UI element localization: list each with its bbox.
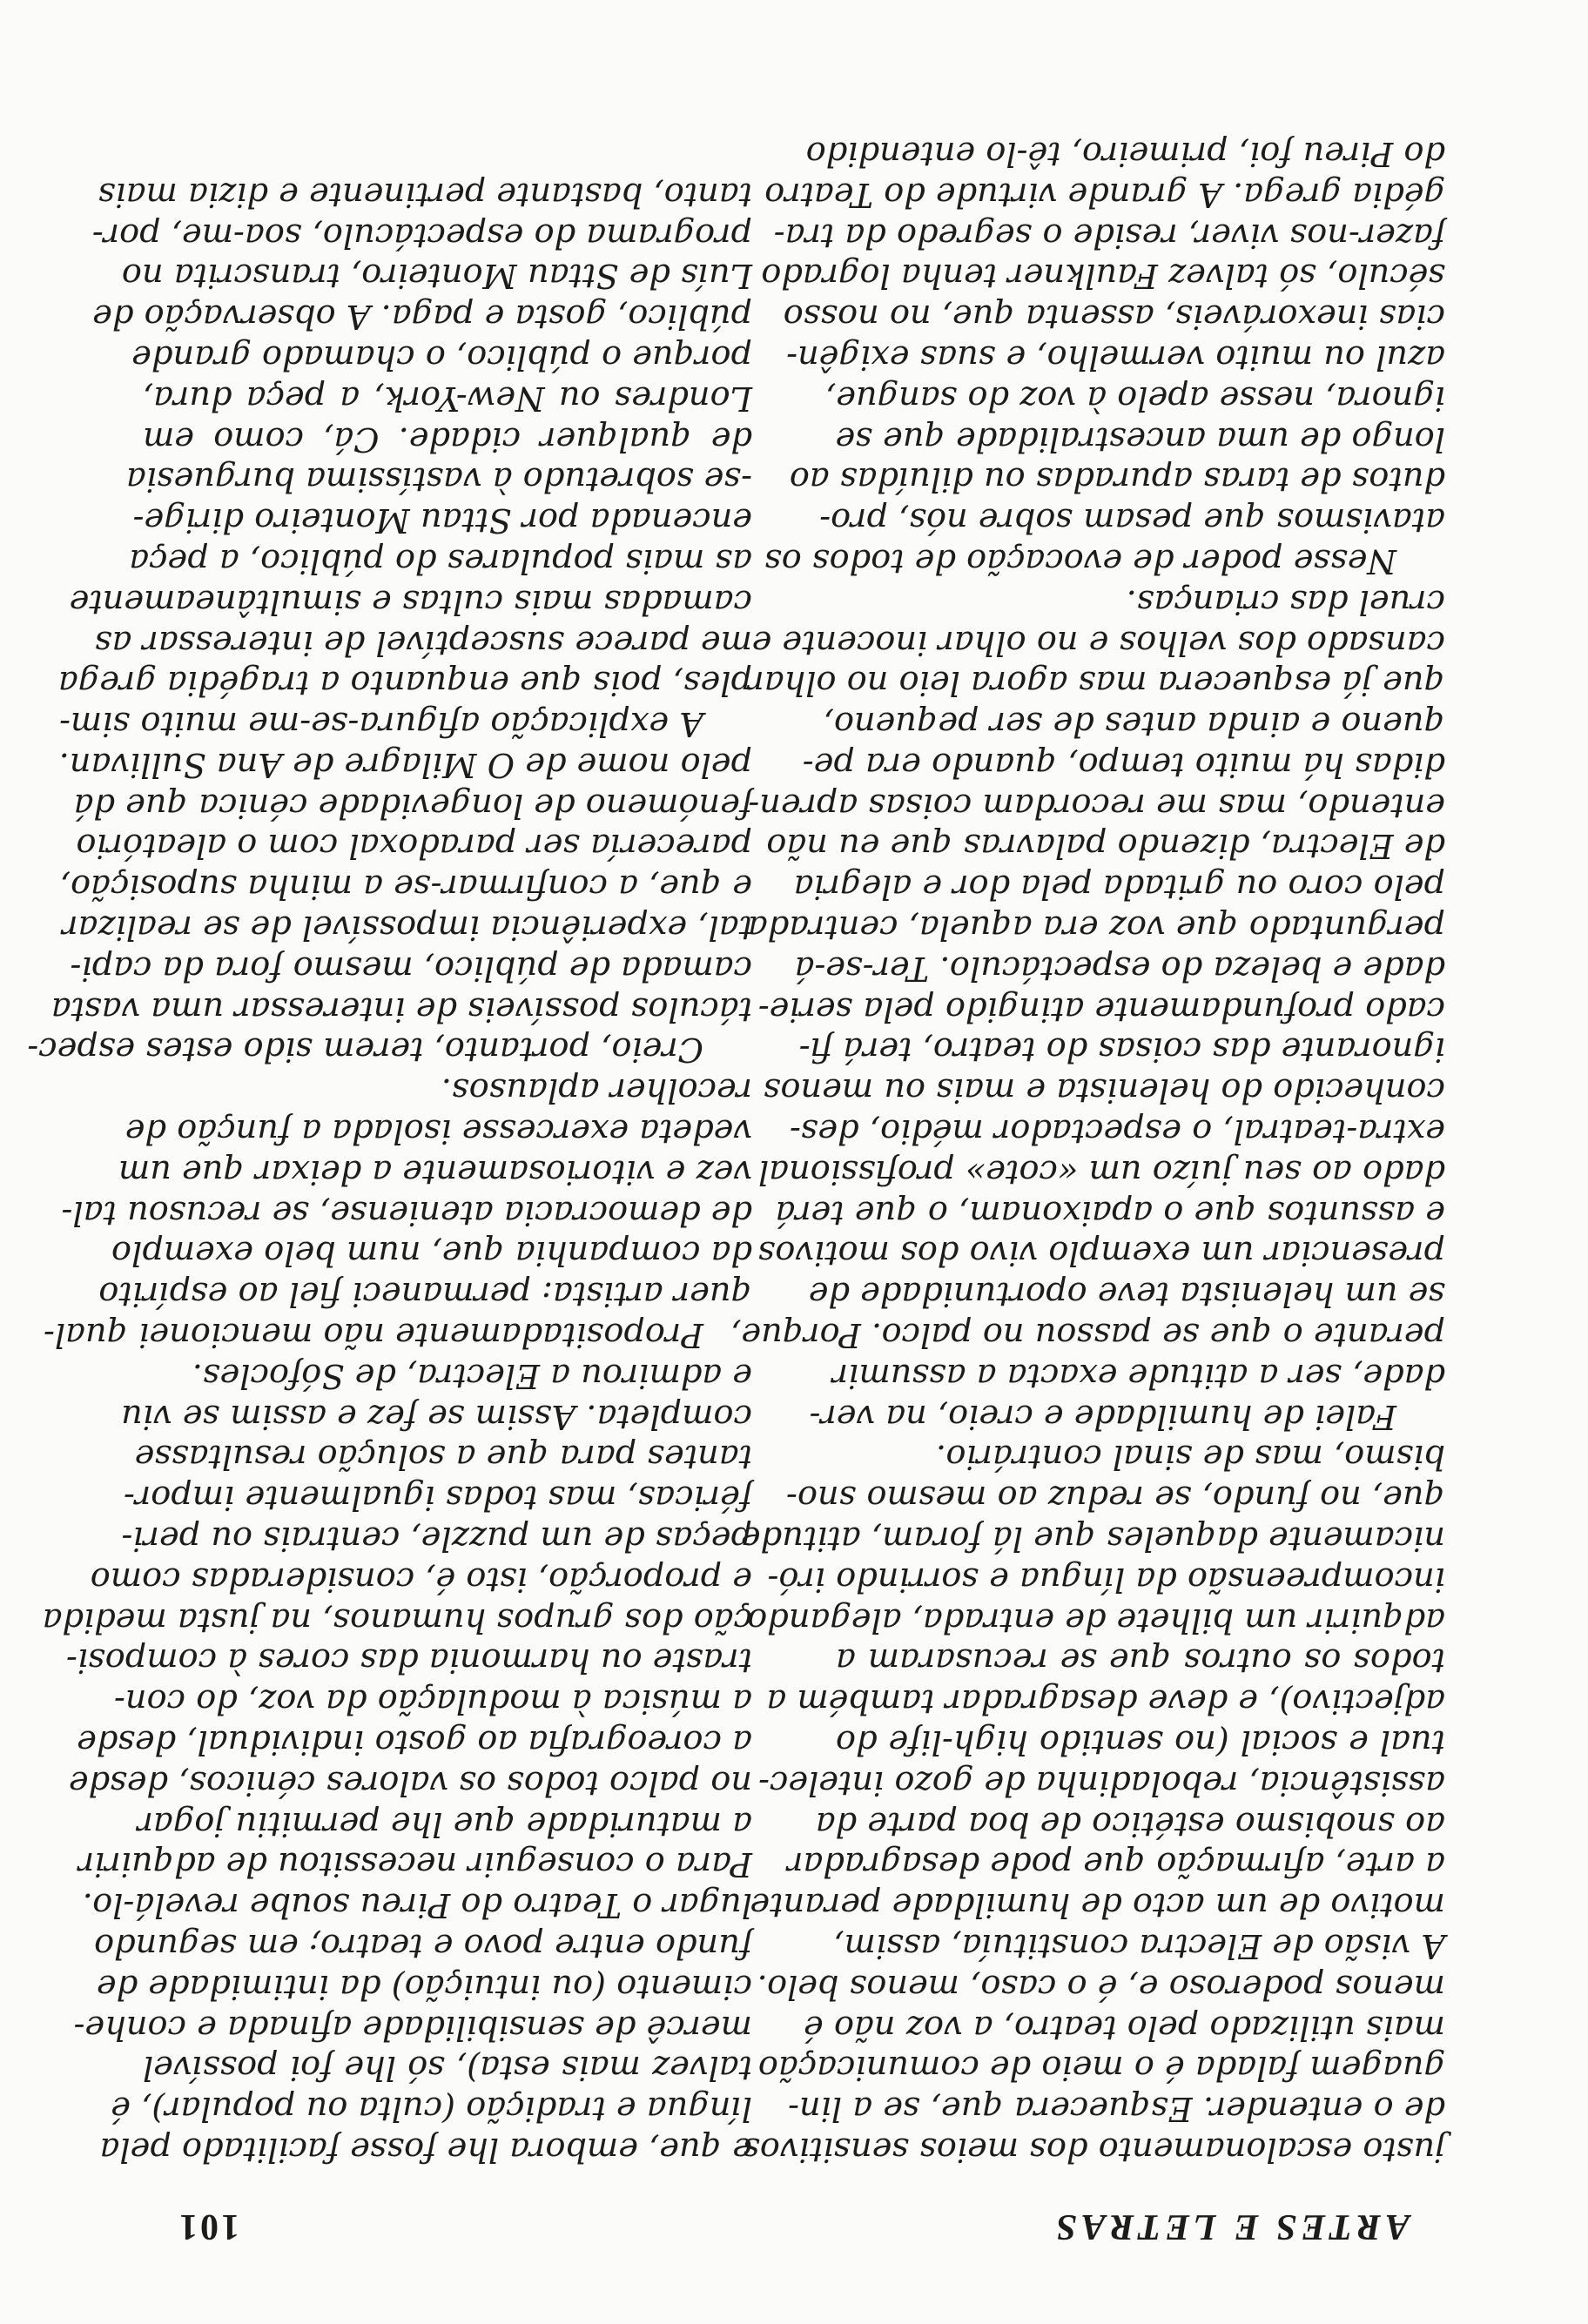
text-line: camada de público, mesmo fora da capi- (70, 948, 752, 988)
text-line: a coreografia ao gosto individual, desde (77, 1723, 752, 1763)
text-line: cado profundamente atingido pela serie- (757, 989, 1445, 1029)
text-line: lugar o Teatro do Pireu soube revelá-lo. (82, 1885, 752, 1925)
text-line: todos os outros que se recusaram a (836, 1641, 1445, 1681)
text-line: da companhia que, num belo exemplo (111, 1233, 752, 1273)
text-line: no palco todos os valores cénicos, desde (68, 1763, 752, 1803)
text-line: atavismos que pesam sobre nós, pro- (819, 500, 1445, 541)
text-line: entendo, mas me recordam coisas apren- (748, 785, 1445, 825)
text-line: as mais populares do público, a peça (129, 541, 752, 581)
text-line: perante o que se passou no palco. Porque, (730, 1315, 1445, 1355)
text-line: que já esquecera mas agora leio no olhar (748, 663, 1445, 703)
running-head-title: ARTES E LETRAS (1052, 2206, 1410, 2247)
text-line: do Pireu foi, primeiro, tê-lo entendido (805, 133, 1445, 173)
text-line: táculos possíveis de interessar uma vasta (50, 989, 752, 1029)
text-line: de o entender. Esquecera que, se a lin- (788, 2089, 1445, 2129)
text-line: peças de um puzzle, centrais ou peri- (121, 1519, 752, 1559)
text-line: fenómeno de longevidade cénica que dá (73, 785, 752, 825)
text-line: dade e beleza do espectáculo. Ter-se-á (794, 948, 1445, 988)
text-line: cias inexoráveis, assenta que, no nosso (783, 297, 1445, 337)
text-line: justo escalonamento dos meios sensitivos (743, 2130, 1445, 2169)
text-line: e admirou a Electra, de Sófocles. (192, 1355, 752, 1395)
text-line: camadas mais cultas e simultâneamente (69, 581, 752, 621)
text-line: e que, embora lhe fosse facilitado pela (99, 2130, 752, 2169)
text-line: perguntado que voz era aquela, centrada (747, 908, 1445, 948)
text-line: conhecido do helenista e mais ou menos (763, 1071, 1445, 1111)
text-column-left (730, 132, 1445, 2169)
text-line: Creio, portanto, terem sido estes espec- (27, 1030, 703, 1070)
text-line: e que, a confirmar-se a minha suposição, (59, 867, 752, 907)
text-line: queno e ainda antes de ser pequeno, (823, 704, 1445, 744)
text-line: a arte, afirmação que pode desagradar (787, 1844, 1445, 1884)
text-line: cansado dos velhos e no olhar inocente e (751, 622, 1445, 662)
text-line: de Electra, dizendo palavras que eu não (766, 826, 1445, 866)
text-line: mercê de sensibilidade afinada e conhe- (73, 2007, 752, 2047)
text-line: programa do espectáculo, soa-me, por- (91, 215, 752, 255)
text-line: século, só talvez Faulkner tenha logrado (761, 256, 1445, 296)
text-line: presenciar um exemplo vivo dos motivos (757, 1233, 1445, 1273)
text-line: vez e vitoriosamente a deixar que um (118, 1152, 752, 1192)
text-line: a música à modulação da voz, do con- (113, 1682, 752, 1722)
text-line: féricas, mas todas igualmente impor- (123, 1478, 752, 1518)
text-line: bismo, mas de sinal contrário. (935, 1437, 1445, 1477)
text-line: língua e tradição (culta ou popular), é (111, 2089, 752, 2129)
text-line: Nesse poder de evocação de todos os (764, 541, 1396, 581)
text-line: tal, experiência impossível de se realizar (62, 908, 752, 948)
text-line: e assuntos que o apaixonam, o que terá (775, 1192, 1445, 1233)
text-line: dado ao seu juízo um «cote» profissional (757, 1152, 1445, 1192)
page-number: 101 (177, 2206, 239, 2247)
text-line: de qualquer cidade. Cá, como em (143, 419, 752, 459)
text-line: parecería ser paradoxal com o aleatório (76, 826, 752, 866)
text-line: ção dos grupos humanos, na justa medida (42, 1600, 752, 1640)
text-line: motivo de um acto de humildade perante (750, 1885, 1445, 1925)
text-line: recolher aplausos. (441, 1071, 752, 1111)
text-column-right (27, 173, 752, 2169)
text-line: cruel das crianças. (1126, 581, 1445, 621)
text-line: de democracia ateniense, se recusou tal- (61, 1192, 752, 1233)
text-line: extra-teatral, o espectador médio, des- (789, 1112, 1445, 1152)
text-line: guagem falada é o meio de comunicação (757, 2048, 1445, 2088)
text-line: incompreensão da língua e sorrindo iró- (767, 1559, 1445, 1599)
text-line: quer artista: permaneci fiel ao espírito (98, 1274, 752, 1314)
text-line: se um helenista teve oportunidade de (808, 1274, 1445, 1314)
text-line: Falei de humildade e creio, na ver- (809, 1396, 1396, 1436)
text-line: dutos de taras apuradas ou diluídas ao (789, 460, 1445, 500)
text-line: completa. Assim se fez e assim se viu (121, 1396, 752, 1436)
text-line: fazer-nos viver, reside o segredo da tra- (773, 215, 1445, 255)
text-line: gédia grega. A grande virtude do Teatro (764, 174, 1445, 214)
text-line: fundo entre povo e teatro; em segundo (94, 1926, 752, 1966)
text-line: talvez mais esta), só lhe foi possível (143, 2048, 752, 2088)
text-line: encenada por Sttau Monteiro dirige- (132, 500, 752, 541)
text-line: adquirir um bilhete de entrada, alegando (747, 1600, 1445, 1640)
text-line: me parece susceptível de interessar as (94, 622, 752, 662)
text-line: tanto, bastante pertinente e dizia mais (98, 174, 752, 214)
text-line: a maturidade que lhe permitiu jogar (137, 1803, 752, 1844)
text-line: vedeta exercesse isolada a função de (124, 1112, 752, 1152)
text-line: Londres ou New-York, a peça dura, (143, 378, 752, 418)
text-line: cimento (ou intuição) da intimidade de (97, 1966, 752, 2006)
text-line: porque o público, o chamado grande (131, 337, 752, 377)
text-line: A visão de Electra constituía, assim, (833, 1926, 1445, 1966)
text-line: didas há muito tempo, quando era pe- (802, 744, 1445, 784)
text-line: nicamente daqueles que lá foram, atitude (740, 1519, 1445, 1559)
text-line: A explicação afigura-se-me muito sim- (59, 704, 703, 744)
text-line: assistência, reboladinha de gozo intelec- (758, 1763, 1445, 1803)
text-line: -se sobretudo à vastíssima burguesia (125, 460, 752, 500)
text-line: tantes para que a solução resultasse (134, 1437, 752, 1477)
text-line: longo de uma ancestralidade que se (835, 419, 1445, 459)
text-line: dade, ser a atitude exacta a assumir (831, 1355, 1445, 1395)
text-line: que, no fundo, se reduz ao mesmo sno- (785, 1478, 1445, 1518)
text-line: ignora, nesse apelo à voz do sangue, (825, 378, 1445, 418)
text-line: pelo nome de O Milagre de Ana Sullivan. (58, 744, 752, 784)
text-line: Para o conseguir necessitou de adquirir (77, 1844, 752, 1884)
text-line: azul ou muito vermelho, e suas exigên- (786, 337, 1445, 377)
text-line: ples, pois que enquanto a tragédia grega (57, 663, 752, 703)
text-line: ao snobismo estético de boa parte da (815, 1803, 1445, 1844)
text-line: e proporção, isto é, consideradas como (90, 1559, 752, 1599)
text-line: traste ou harmonia das cores à composi- (65, 1641, 752, 1681)
text-line: público, gosta e paga. A observação de (92, 297, 752, 337)
text-line: Luís de Sttau Monteiro, transcrita no (121, 256, 752, 296)
text-line: menos poderoso e, é o caso, menos belo. (757, 1966, 1445, 2006)
text-line: Propositadamente não mencionei qual- (43, 1315, 703, 1355)
text-line: ignorante das coisas do teatro, terá fi- (798, 1030, 1445, 1070)
text-line: mais utilizado pelo teatro, a voz não é (804, 2007, 1445, 2047)
text-line: tual e social (no sentido high-life do (836, 1723, 1445, 1763)
text-line: pelo coro ou gritada pela dor e alegria (793, 867, 1445, 907)
text-line: adjectivo), e deve desagradar também a (766, 1682, 1445, 1722)
